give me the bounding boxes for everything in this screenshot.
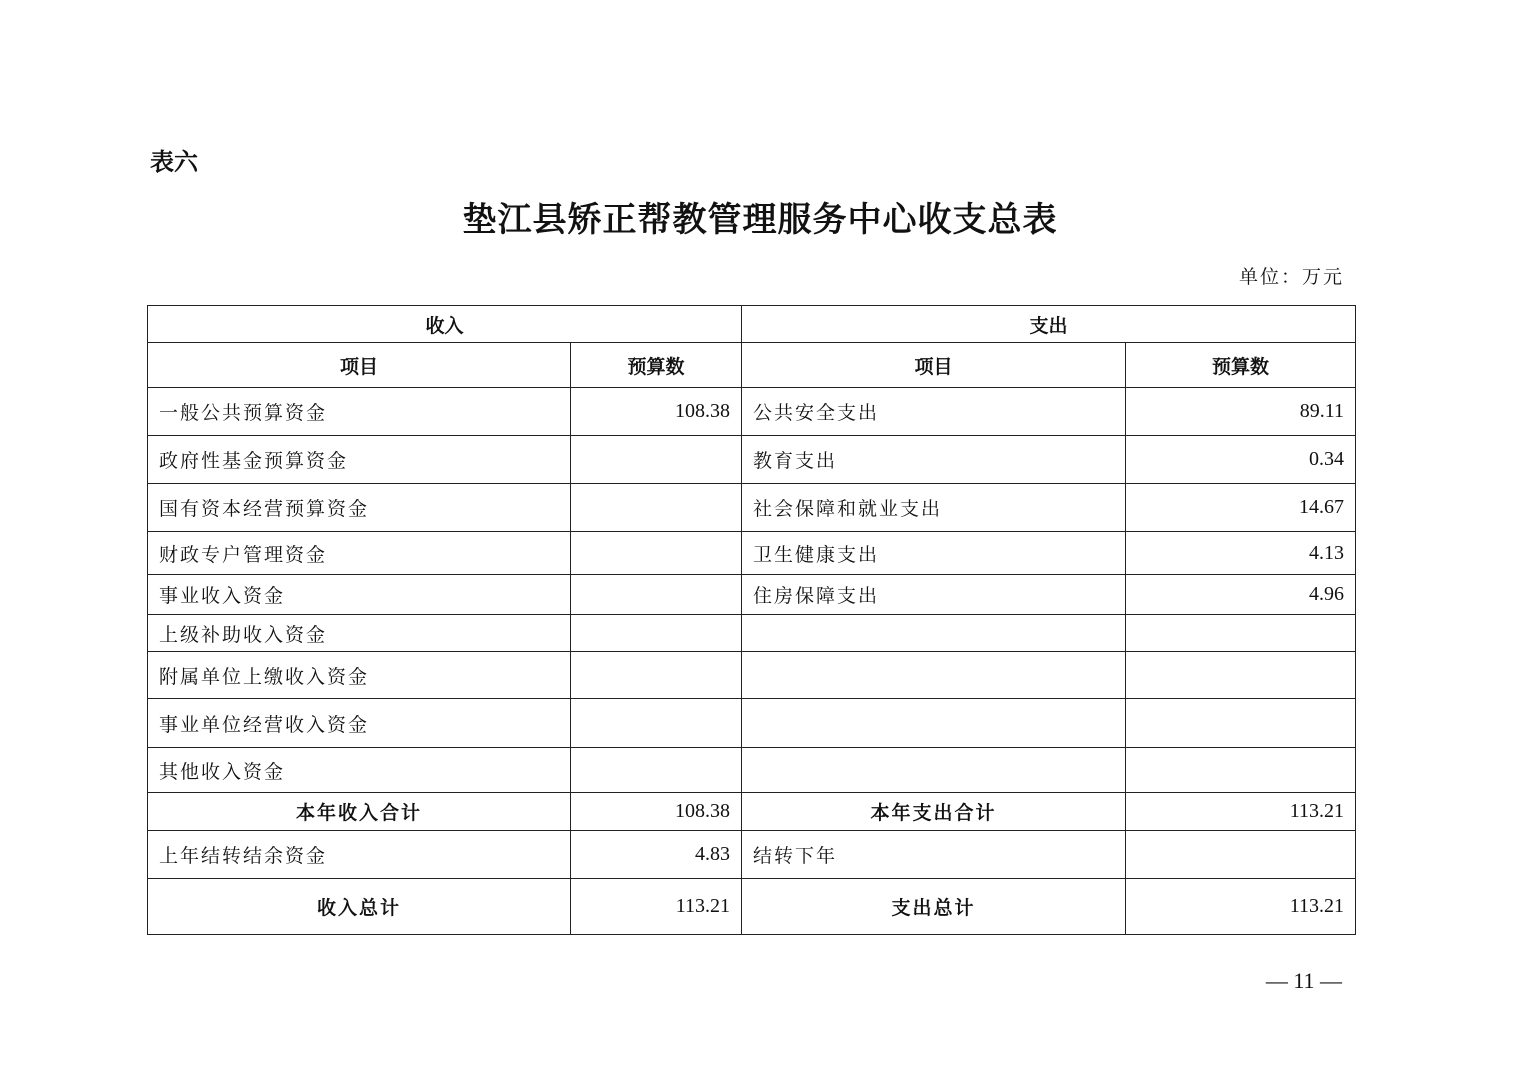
grand-total-row <box>148 879 1356 935</box>
income-value <box>571 748 742 793</box>
table-row <box>148 532 1356 575</box>
table-row <box>148 652 1356 699</box>
year-income-total-value: 108.38 <box>571 793 742 831</box>
table-row <box>148 388 1356 436</box>
unit-label: 单位：万元 <box>1238 266 1344 288</box>
expenditure-item <box>742 699 1126 748</box>
expenditure-header: 支出 <box>742 306 1356 343</box>
carry-over-row <box>148 831 1356 879</box>
expenditure-value: 14.67 <box>1126 484 1356 532</box>
expenditure-item <box>742 748 1126 793</box>
income-budget-header: 预算数 <box>571 343 742 388</box>
year-income-total-label: 本年收入合计 <box>148 793 571 831</box>
table-row <box>148 615 1356 652</box>
page-number: — 11 — <box>1265 968 1342 993</box>
income-item: 其他收入资金 <box>148 748 571 793</box>
income-item: 附属单位上缴收入资金 <box>148 652 571 699</box>
income-item: 国有资本经营预算资金 <box>148 484 571 532</box>
income-item: 事业收入资金 <box>148 575 571 615</box>
year-total-row <box>148 793 1356 831</box>
income-header: 收入 <box>148 306 742 343</box>
budget-table <box>147 305 1356 935</box>
expenditure-item: 社会保障和就业支出 <box>742 484 1126 532</box>
income-item-header: 项目 <box>148 343 571 388</box>
income-value <box>571 436 742 484</box>
carry-forward-label: 结转下年 <box>742 831 1126 879</box>
income-item: 财政专户管理资金 <box>148 532 571 575</box>
income-value: 108.38 <box>571 388 742 436</box>
expenditure-value: 4.13 <box>1126 532 1356 575</box>
document-title: 垫江县矫正帮教管理服务中心收支总表 <box>462 200 1058 240</box>
table-label: 表六 <box>150 148 198 176</box>
expenditure-item: 公共安全支出 <box>742 388 1126 436</box>
carry-forward-value <box>1126 831 1356 879</box>
expenditure-value: 4.96 <box>1126 575 1356 615</box>
expenditure-grand-total-label: 支出总计 <box>742 879 1126 935</box>
expenditure-budget-header: 预算数 <box>1126 343 1356 388</box>
income-value <box>571 532 742 575</box>
expenditure-item: 卫生健康支出 <box>742 532 1126 575</box>
income-grand-total-value: 113.21 <box>571 879 742 935</box>
expenditure-value: 89.11 <box>1126 388 1356 436</box>
expenditure-item <box>742 652 1126 699</box>
section-header-row <box>148 306 1356 343</box>
expenditure-grand-total-value: 113.21 <box>1126 879 1356 935</box>
income-value <box>571 575 742 615</box>
year-expenditure-total-label: 本年支出合计 <box>742 793 1126 831</box>
income-item: 事业单位经营收入资金 <box>148 699 571 748</box>
expenditure-value <box>1126 748 1356 793</box>
year-expenditure-total-value: 113.21 <box>1126 793 1356 831</box>
income-item: 一般公共预算资金 <box>148 388 571 436</box>
expenditure-item: 住房保障支出 <box>742 575 1126 615</box>
expenditure-value <box>1126 699 1356 748</box>
table-row <box>148 575 1356 615</box>
expenditure-item <box>742 615 1126 652</box>
column-header-row <box>148 343 1356 388</box>
income-item: 上级补助收入资金 <box>148 615 571 652</box>
income-value <box>571 615 742 652</box>
expenditure-value <box>1126 615 1356 652</box>
table-row <box>148 699 1356 748</box>
income-item: 政府性基金预算资金 <box>148 436 571 484</box>
table-row <box>148 436 1356 484</box>
expenditure-item-header: 项目 <box>742 343 1126 388</box>
table-row <box>148 484 1356 532</box>
income-value <box>571 699 742 748</box>
prior-year-balance-label: 上年结转结余资金 <box>148 831 571 879</box>
income-grand-total-label: 收入总计 <box>148 879 571 935</box>
expenditure-value <box>1126 652 1356 699</box>
income-value <box>571 484 742 532</box>
prior-year-balance-value: 4.83 <box>571 831 742 879</box>
expenditure-value: 0.34 <box>1126 436 1356 484</box>
expenditure-item: 教育支出 <box>742 436 1126 484</box>
table-row <box>148 748 1356 793</box>
income-value <box>571 652 742 699</box>
